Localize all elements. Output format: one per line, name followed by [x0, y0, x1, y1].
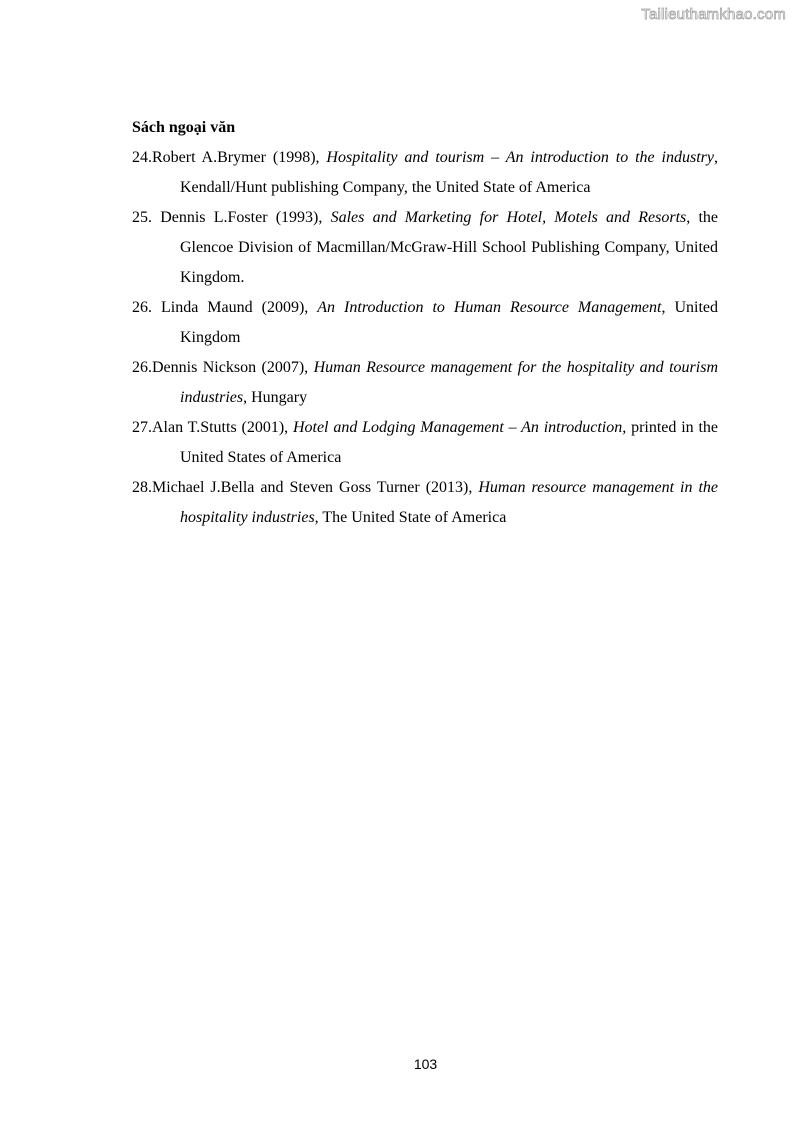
reference-item [132, 473, 718, 533]
reference-author-year: 26. Linda Maund (2009), [132, 299, 318, 316]
reference-publisher: , The United State of America [314, 509, 507, 526]
reference-item [132, 413, 718, 473]
references-section [132, 113, 718, 533]
reference-title: Human Resource management for the hospitality and tourism industries [180, 359, 718, 406]
reference-title: Hospitality and tourism – An introduction to the industry [326, 149, 714, 166]
reference-author-year: 26.Dennis Nickson (2007), [132, 359, 314, 376]
reference-item [132, 143, 718, 203]
reference-author-year: 28.Michael J.Bella and Steven Goss Turner (2013), [132, 479, 479, 496]
reference-title: Sales and Marketing for Hotel, Motels and Resorts [330, 209, 687, 226]
reference-publisher: , Kendall/Hunt publishing Company, the United State of America [180, 149, 718, 196]
watermark-text: Tailieuthamkhao.com [641, 6, 786, 23]
reference-item [132, 203, 718, 293]
reference-publisher: , Hungary [243, 389, 308, 406]
reference-author-year: 27.Alan T.Stutts (2001), [132, 419, 293, 436]
reference-title: An Introduction to Human Resource Management [317, 299, 662, 316]
section-title: Sách ngoại văn [132, 119, 236, 136]
reference-author-year: 24.Robert A.Brymer (1998), [132, 149, 327, 166]
page-number: 103 [413, 1056, 438, 1072]
reference-publisher: printed in the United States of America [180, 419, 718, 466]
reference-publisher: , the Glencoe Division of Macmillan/McGraw-Hill School Publishing Company, United Kingdom. [180, 209, 719, 286]
reference-item [132, 353, 718, 413]
reference-title: Hotel and Lodging Management – An introduction, [292, 419, 627, 436]
reference-item [132, 293, 718, 353]
reference-publisher: , United Kingdom [180, 299, 718, 346]
reference-author-year: 25. Dennis L.Foster (1993), [132, 209, 331, 226]
reference-title: Human resource management in the hospitality industries [180, 479, 719, 526]
